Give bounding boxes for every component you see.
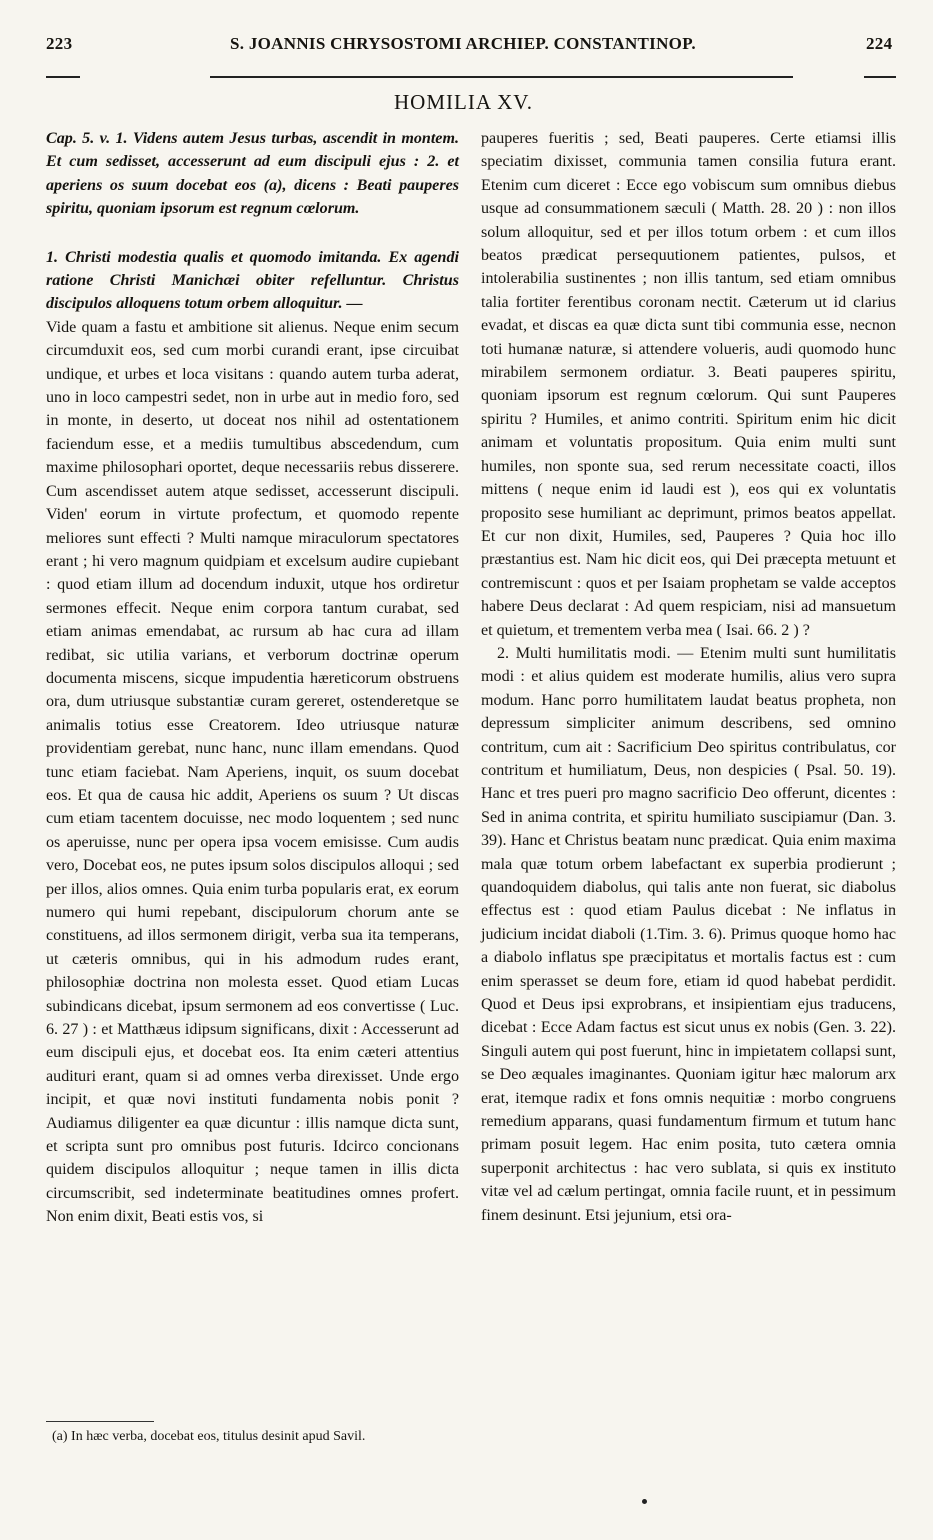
section-gap <box>46 221 459 246</box>
header-rule-right <box>864 76 896 78</box>
left-column <box>46 127 459 1229</box>
right-paragraph-1: pauperes fueritis ; sed, Beati pauperes. Certe etiamsi illis speciatim dixisset, communia tamen consilia futura erant. Etenim cum diceret : Ecce ego vobiscum sum omnibus diebus usque ad consummationem sæculi ( Matth. 28. 20 ) : non illos solum alloquitur, sed et per illos totum orbem : et cum illos beatos prædicat persequutionem patientes, pulsos, et intolerabilia sustinentes ; non illis tantum, sed etiam omnibus talia fortiter ferentibus coronam nectit. Cæterum ut id clarius evadat, et discas ea quæ dicta sunt tibi communia esse, necnon toti humanæ naturæ, si attendere volueris, audi quomodo hunc mirabilem sermonem ordiatur. 3. Beati pauperes spiritu, quoniam ipsorum est regnum cœlorum. Qui sunt Pauperes spiritu ? Humiles, et animo contriti. Spiritum enim hic dicit animam et voluntatis propositum. Quia enim multi sunt humiles, non sponte sua, sed rerum necessitate coacti, illos mittens ( neque enim id laudi est ), eos qui ex voluntatis proposito sese humiliant ac deprimunt, primos beatos appellat. Et cur non dixit, Humiles, sed, Pauperes ? Quia hoc illo præstantius est. Nam hic dicit eos, qui Dei præcepta metuunt et contremiscunt : quos et per Isaiam prophetam se valde acceptos habere Deus declarat : Ad quem respiciam, nisi ad mansuetum et quietum, et trementem verba mea ( Isai. 66. 2 ) ? <box>481 130 896 639</box>
section-summary: 1. Christi modestia qualis et quomodo imitanda. Ex agendi ratione Christi Manichæi obiter refelluntur. Christus discipulos alloquens totum orbem alloquitur. — <box>46 248 459 313</box>
page-number-left: 223 <box>46 34 73 53</box>
header-rule-left <box>46 76 80 78</box>
printer-mark <box>642 1499 647 1504</box>
header-rule-center <box>210 76 793 78</box>
running-head <box>0 34 933 60</box>
footnote: (a) In hæc verba, docebat eos, titulus desinit apud Savil. <box>52 1429 366 1444</box>
page-number-right: 224 <box>866 34 893 53</box>
footnote-rule <box>46 1421 154 1422</box>
right-paragraph-2: 2. Multi humilitatis modi. — Etenim multi sunt humilitatis modi : et alius quidem est moderate humilis, alius vero supra modum. Hanc porro humilitatem laudat beatus propheta, non depressum simpliciter animum describens, sed omnino contritum, cum ait : Sacrificium Deo spiritus contribulatus, cor contritum et humiliatum, Deus, non despicies ( Psal. 50. 19). Hanc et tres pueri pro magno sacrificio Deo offerunt, dicentes : Sed in anima contrita, et spiritu humiliato suscipiamur (Dan. 3. 39). Hanc et Christus beatam nunc prædicat. Quia enim maxima mala quæ totum orbem labefactant ex superbia prodierunt ; quandoquidem diabolus, qui talis ante non fuerat, sic diabolus effectus est : quod etiam Paulus dicebat : Ne inflatus in judicium incidat diaboli (1.Tim. 3. 6). Primus quoque homo hac a diabolo inflatus spe præcipitatus et mortalis factus est : cum enim sperasset se deum fore, etiam id quod habebat perdidit. Quod et Deus ipsi exprobrans, et insipientiam ejus traducens, dicebat : Ecce Adam factus est sicut unus ex nobis (Gen. 3. 22). Singuli autem qui post fuerunt, hinc in impietatem collapsi sunt, se Deo æquales imaginantes. Quoniam igitur hæc malorum arx erat, itemque radix et fons omnis nequitiæ : morbo congruens remedium apparans, quasi fundamentum firmum et tutum hanc primam posuit legem. Hac enim posita, tuto cætera omnia superponit architectus : hac vero sublata, si quis ex instituto vitæ vel ad cælum pertingat, omnia facile ruunt, et in pessimum finem desinunt. Etsi jejunium, etsi ora- <box>481 644 896 1224</box>
chapter-header: Cap. 5. v. 1. Videns autem Jesus turbas, ascendit in montem. Et cum sedisset, accesserunt ad eum discipuli ejus : 2. et aperiens os suum docebat eos (a), dicens : Beati pauperes spiritu, quoniam ipsorum est regnum cœlorum. <box>46 130 459 218</box>
running-title: S. JOANNIS CHRYSOSTOMI ARCHIEP. CONSTANTINOP. <box>230 34 696 53</box>
right-column <box>481 127 896 1227</box>
homily-title: HOMILIA XV. <box>394 90 533 114</box>
left-body-text: Vide quam a fastu et ambitione sit alienus. Neque enim secum circumduxit eos, sed cum morbi curandi erant, ipse circuibat undique, et urbes et loca visitans : quando autem turba aderat, uno in loco campestri sedet, non in urbe aut in medio foro, sed in monte, in deserto, ut doceat nos nihil ad ostentationem faciendum esse, et a mediis tumultibus abscedendum, cum maxime philosophari oportet, deque necessariis rebus disserere. Cum ascendisset autem atque sedisset, accesserunt discipuli. Viden' eorum in virtute profectum, et quomodo repente meliores sunt effecti ? Multi namque miraculorum spectatores erant ; hi vero magnum quidpiam et excelsum audire cupiebant : quod etiam illum ad docendum induxit, utque hos ordiretur sermones effecit. Neque enim corpora tantum curabat, sed etiam animas emendabat, ac rursum ab hac cura ad illam redibat, sic utilia varians, et verborum doctrinæ operum documenta miscens, sicque impudentia hæreticorum obstruens ora, dum utriusque substantiæ curam gereret, ostenderetque se animalis totius esse Creatorem. Ideo utriusque naturæ providentiam gerebat, nunc hanc, nunc illam emendans. Quod tunc etiam faciebat. Nam Aperiens, inquit, os suum docebat eos. Et qua de causa hic addit, Aperiens os suum ? Ut discas cum etiam tacentem docuisse, nec modo loquentem ; sed nunc os aperuisse, nunc per opera ipsa vocem emisisse. Cum audis vero, Docebat eos, ne putes ipsum solos discipulos alloqui ; sed per illos, alios omnes. Quia enim turba popularis erat, ex eorum numero qui humi repebant, discipulorum chorum ante se constituens, ad illos sermonem dirigit, verba sua ita temperans, ut cæteris omnibus, qui in his admodum rudes erant, philosophiæ doctrina non molesta esset. Quod etiam Lucas subindicans dicebat, ipsum sermonem ad eos convertisse ( Luc. 6. 27 ) : et Matthæus idipsum significans, dixit : Accesserunt ad eum discipuli ejus, et docebat eos. Ita enim cæteri attentius audituri erant, quam si ad omnes verba direxisset. Unde ergo incipit, et quæ novi instituti fundamenta nobis ponit ? Audiamus diligenter ea quæ dicuntur : illis namque dicta sunt, et scripta sunt pro omnibus post futuris. Idcirco concionans quidem discipulos alloquitur ; neque tamen in illis dicta circumscribit, sed indeterminate beatitudines omnes profert. Non enim dixit, Beati estis vos, si <box>46 318 459 1226</box>
